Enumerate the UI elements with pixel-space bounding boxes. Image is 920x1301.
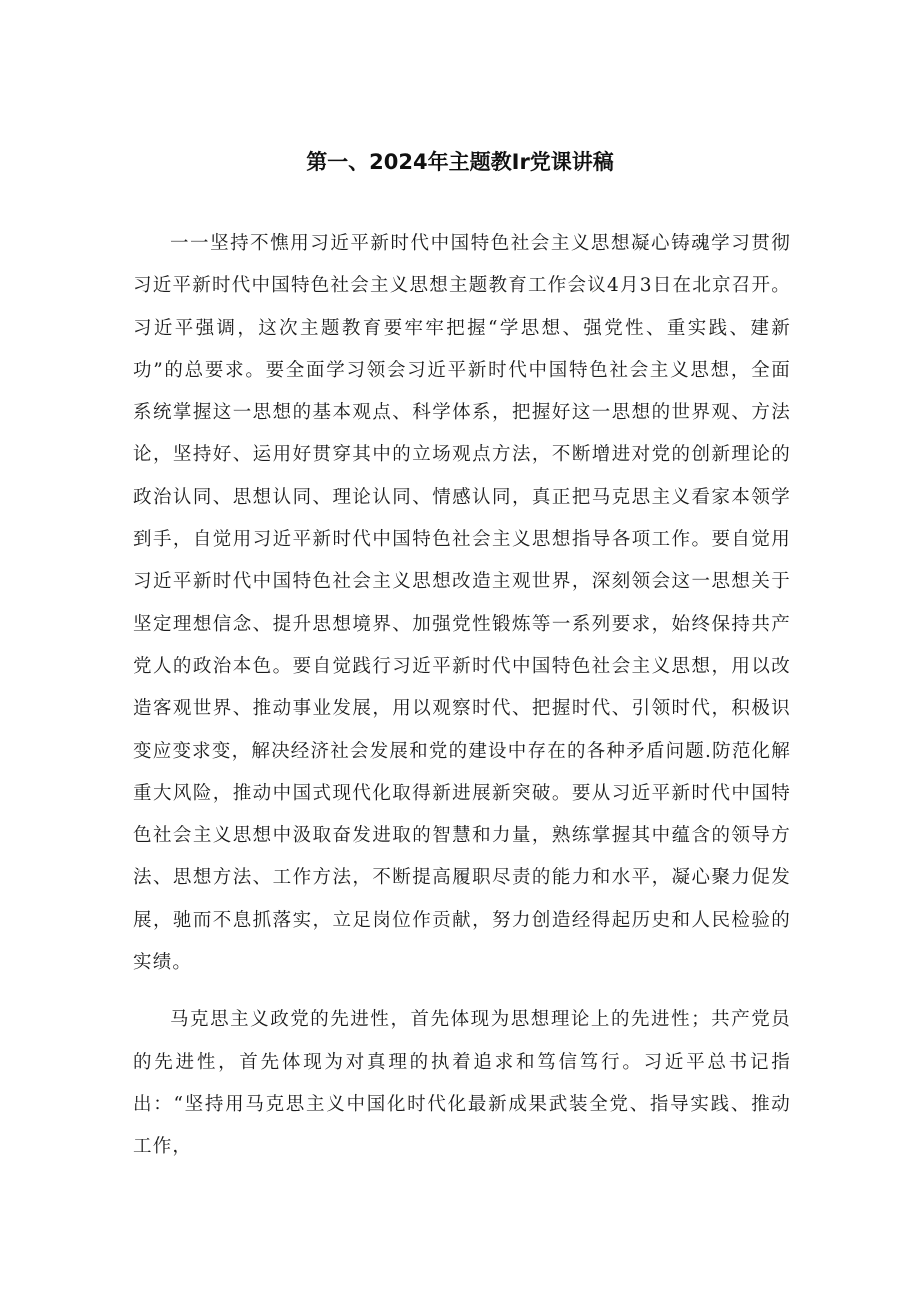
document-body <box>133 223 791 1184</box>
document-title: 第一、2024年主题教Ir党课讲稿 <box>306 150 614 174</box>
paragraph: 马克思主义政党的先进性，首先体现为思想理论上的先进性；共产党员的先进性，首先体现为对真理的执着追求和笃信笃行。习近平总书记指出：“坚持用马克思主义中国化时代化最新成果武装全党、指导实践、推动工作， <box>133 1009 791 1158</box>
paragraph: 一一坚持不憔用习近平新时代中国特色社会主义思想凝心铸魂学习贯彻习近平新时代中国特色社会主义思想主题教育工作会议4月3日在北京召开。习近平强调，这次主题教育要牢牢把握“学思想、强党性、重实践、建新功”的总要求。要全面学习领会习近平新时代中国特色社会主义思想，全面系统掌握这一思想的基本观点、科学体系，把握好这一思想的世界观、方法论，坚持好、运用好贯穿其中的立场观点方法，不断增进对党的创新理论的政治认同、思想认同、理论认同、情感认同，真正把马克思主义看家本领学到手，自觉用习近平新时代中国特色社会主义思想指导各项工作。要自觉用习近平新时代中国特色社会主义思想改造主观世界，深刻领会这一思想关于坚定理想信念、提升思想境界、加强党性锻炼等一系列要求，始终保持共产党人的政治本色。要自觉践行习近平新时代中国特色社会主义思想，用以改造客观世界、推动事业发展，用以观察时代、把握时代、引领时代，积极识变应变求变，解决经济社会发展和党的建设中存在的各种矛盾问题.防范化解重大风险，推动中国式现代化取得新进展新突破。要从习近平新时代中国特色社会主义思想中汲取奋发进取的智慧和力量，熟练掌握其中蕴含的领导方法、思想方法、工作方法，不断提高履职尽责的能力和水平，凝心聚力促发展，驰而不息抓落实，立足岗位作贡献，努力创造经得起历史和人民检验的实绩。 <box>133 233 791 974</box>
